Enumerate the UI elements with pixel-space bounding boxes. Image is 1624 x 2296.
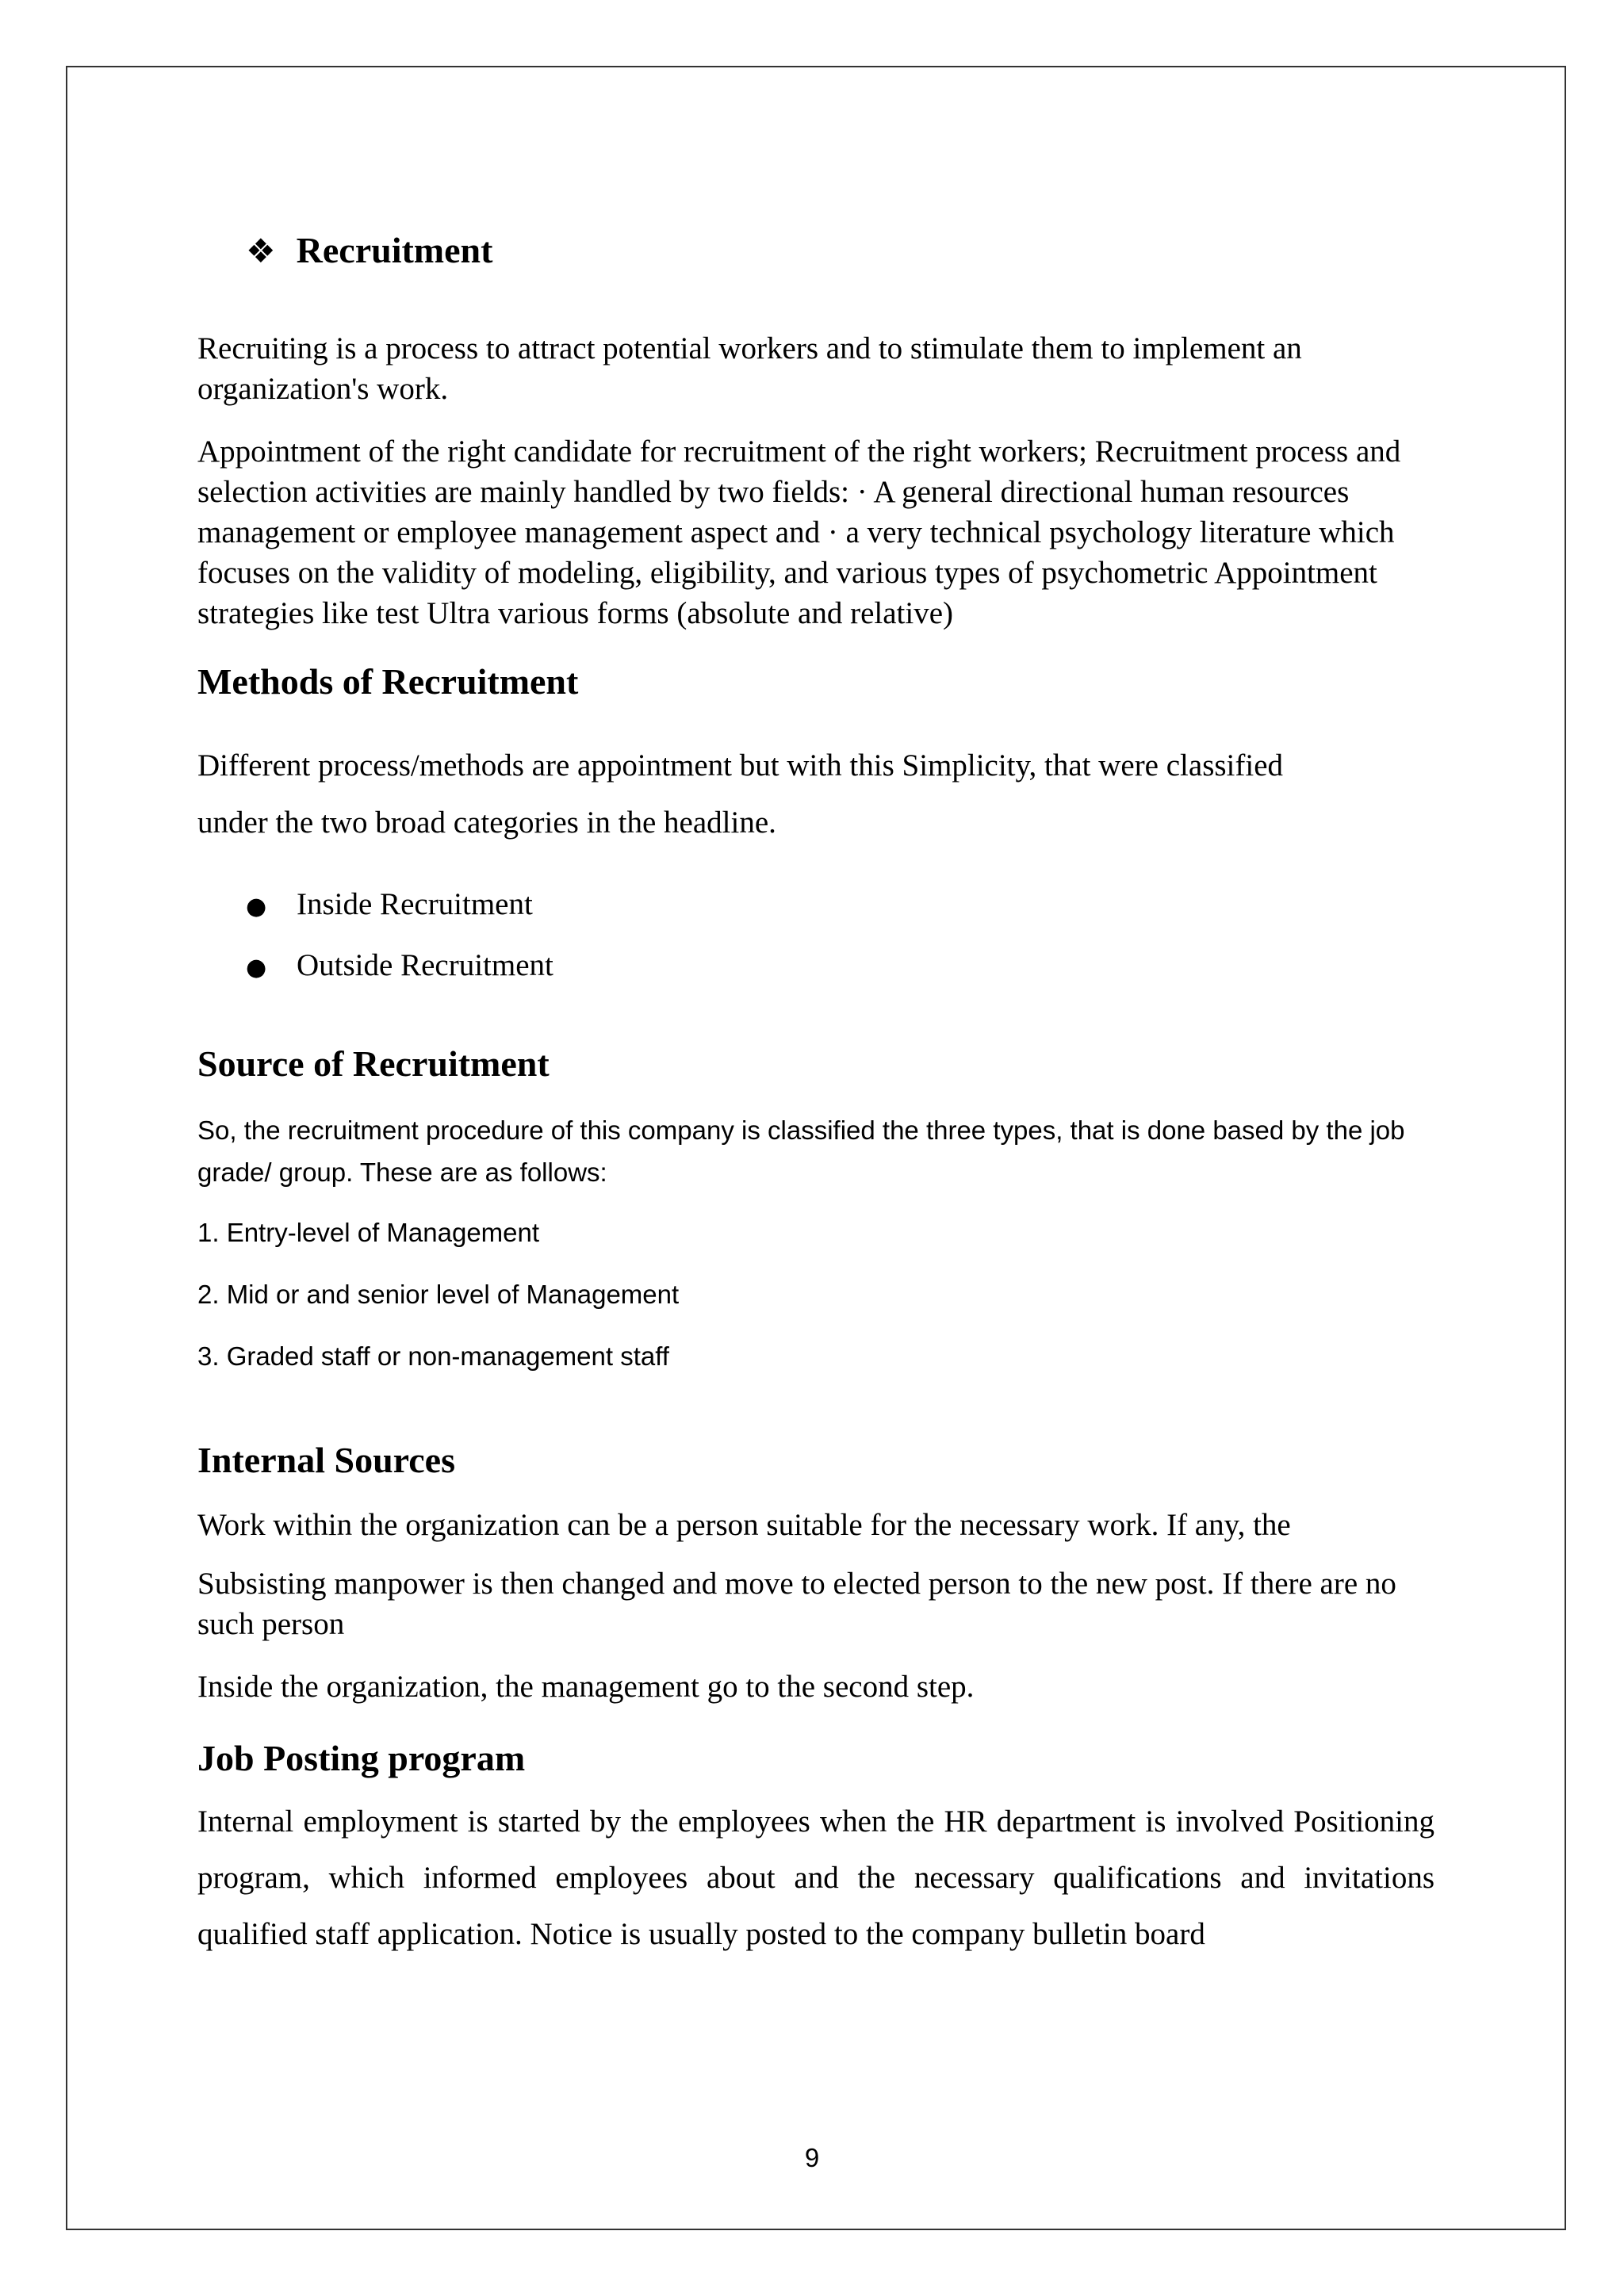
internal-line-3: Inside the organization, the management go to the second step. xyxy=(197,1670,975,1704)
list-item-text: Outside Recruitment xyxy=(297,948,553,982)
internal-paragraph-2: Subsisting manpower is then changed and move to elected person to the new post. If there are no such person xyxy=(197,1567,1396,1641)
bullet-dot-icon: ● xyxy=(246,893,267,920)
internal-sources-heading: Internal Sources xyxy=(197,1440,455,1480)
source-list-item-3: 3. Graded staff or non-management staff xyxy=(197,1341,669,1371)
source-intro: So, the recruitment procedure of this company is classified the three types, that is done based by the job grade/ group. These are as follows: xyxy=(197,1115,1405,1187)
list-item xyxy=(246,884,533,927)
methods-line-1: Different process/methods are appointment but with this Simplicity, that were classified xyxy=(197,748,1284,783)
page-title xyxy=(246,227,492,275)
bullet-dot-icon: ● xyxy=(246,954,267,982)
source-heading: Source of Recruitment xyxy=(197,1043,550,1084)
intro-paragraph-2: Appointment of the right candidate for recruitment of the right workers; Recruitment process and selection activities are mainly handled by two fields: · A general directional human resources management or employee management aspect and · a very technical psychology literature which focuses on the validity of modeling, eligibility, and various types of psychometric Appointment strategies like test Ultra various forms (absolute and relative) xyxy=(197,434,1401,630)
job-posting-paragraph: Internal employment is started by the employees when the HR department is involved Positioning program, which informed employees about and the necessary qualifications and invitations qualified staff application. Notice is usually posted to the company bulletin board xyxy=(197,1804,1434,1951)
list-item-text: Inside Recruitment xyxy=(297,887,533,921)
job-posting-heading: Job Posting program xyxy=(197,1738,526,1778)
list-item xyxy=(246,945,553,988)
page-title-text: Recruitment xyxy=(296,230,493,270)
diamond-four-icon: ❖ xyxy=(246,232,276,270)
methods-heading: Methods of Recruitment xyxy=(197,661,579,702)
methods-line-2: under the two broad categories in the headline. xyxy=(197,806,776,840)
internal-line-1: Work within the organization can be a person suitable for the necessary work. If any, the xyxy=(197,1508,1291,1542)
page-number: 9 xyxy=(804,2143,820,2172)
source-list-item-1: 1. Entry-level of Management xyxy=(197,1218,540,1247)
source-list-item-2: 2. Mid or and senior level of Management xyxy=(197,1280,680,1309)
intro-paragraph-1: Recruiting is a process to attract potential workers and to stimulate them to implement an organization's work. xyxy=(197,331,1302,406)
